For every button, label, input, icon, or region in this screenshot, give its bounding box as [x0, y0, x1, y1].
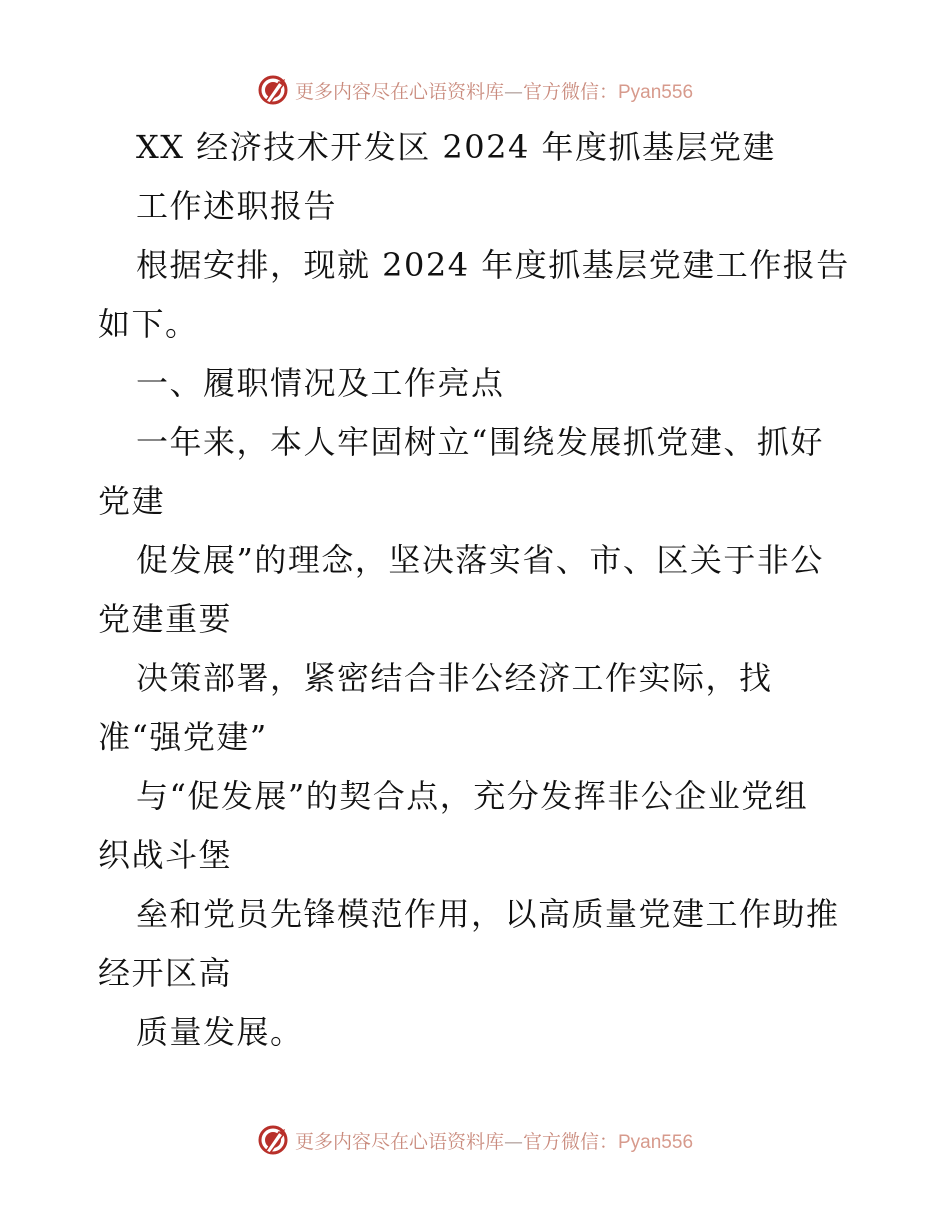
banner-slogan: 更多内容尽在心语资料库: [294, 80, 504, 103]
document-body: [98, 118, 858, 1062]
pen-logo-icon: [257, 1124, 289, 1156]
banner-dash: —: [503, 1130, 523, 1153]
pen-logo-icon: [257, 74, 289, 106]
text-line: XX 经济技术开发区 2024 年度抓基层党建: [136, 128, 777, 166]
text-line: 质量发展。: [136, 1013, 304, 1051]
footer-banner: [0, 1120, 950, 1160]
text-line: 党建: [98, 482, 166, 520]
banner-contact-label: 官方微信：: [522, 80, 618, 103]
text-line: 工作述职报告: [136, 187, 338, 225]
banner-text: [295, 1127, 693, 1154]
banner-text: [295, 77, 693, 104]
banner-wechat-handle: Pyan556: [618, 1131, 694, 1153]
text-line: 准“强党建”: [98, 718, 268, 756]
banner-dash: —: [503, 80, 523, 103]
text-line: 如下。: [98, 305, 199, 343]
text-line: 经开区高: [98, 954, 233, 992]
text-line: 党建重要: [98, 600, 233, 638]
text-line: 根据安排，现就 2024 年度抓基层党建工作报告: [136, 246, 850, 284]
text-line: 促发展”的理念，坚决落实省、市、区关于非公: [136, 541, 824, 579]
text-line: 与“促发展”的契合点，充分发挥非公企业党组: [136, 777, 809, 815]
banner-wechat-handle: Pyan556: [618, 81, 694, 103]
text-line: 织战斗堡: [98, 836, 233, 874]
text-line: 决策部署，紧密结合非公经济工作实际，找: [136, 659, 773, 697]
text-line: 一年来，本人牢固树立“围绕发展抓党建、抓好: [136, 423, 824, 461]
banner-slogan: 更多内容尽在心语资料库: [294, 1130, 504, 1153]
text-line: 垒和党员先锋模范作用，以高质量党建工作助推: [136, 895, 840, 933]
text-line: 一、履职情况及工作亮点: [136, 364, 505, 402]
header-banner: [0, 70, 950, 110]
banner-contact-label: 官方微信：: [522, 1130, 618, 1153]
